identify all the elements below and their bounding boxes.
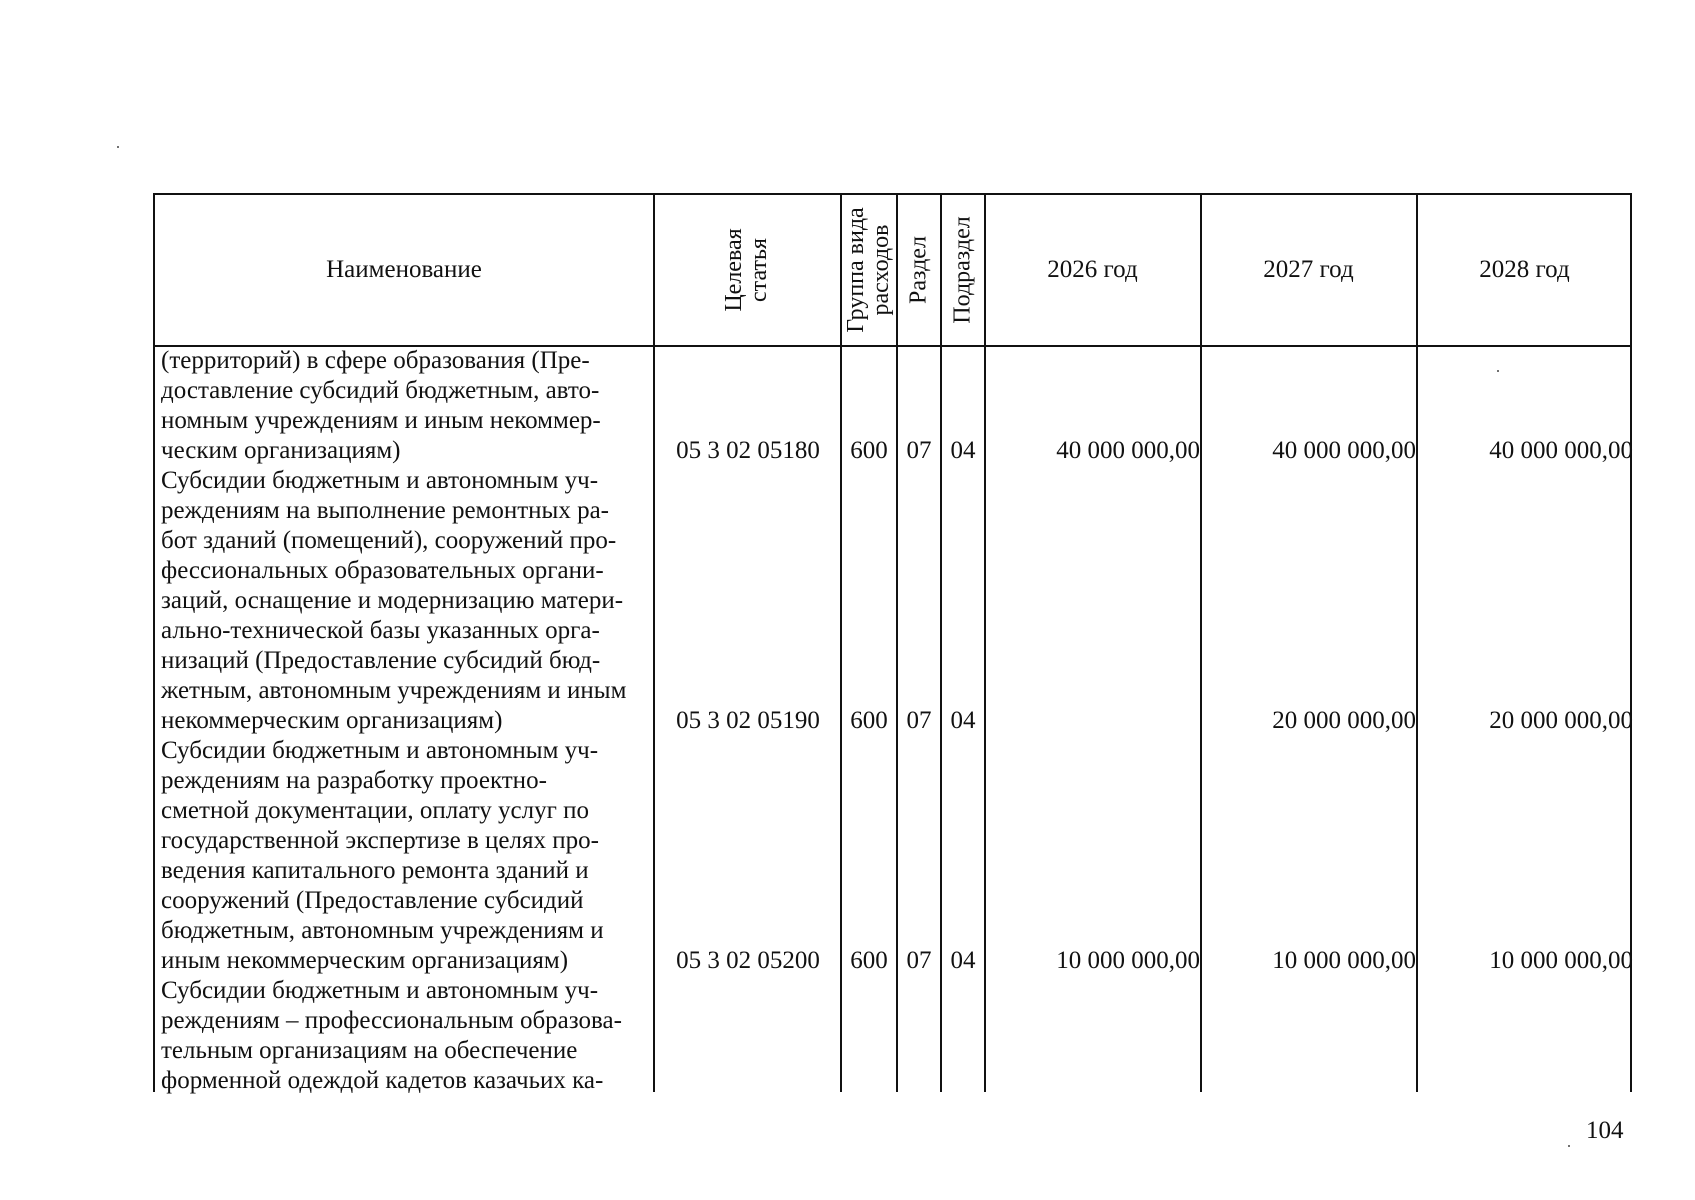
table-cell-code: 05 3 02 05180 bbox=[676, 437, 820, 464]
table-row-name: (территорий) в сфере образования (Пре- доставление субсидий бюджетным, авто- номным учреждениям и иным некоммер- ческим организациям) bbox=[161, 347, 601, 464]
table-cell-group: 600 bbox=[850, 707, 888, 734]
scan-speck bbox=[117, 146, 119, 148]
budget-table bbox=[153, 193, 1632, 1092]
header-section bbox=[897, 195, 940, 345]
table-cell-2028: 20 000 000,00 bbox=[1489, 707, 1633, 734]
scan-speck bbox=[1568, 1145, 1570, 1147]
header-year-2028: 2028 год bbox=[1479, 256, 1570, 283]
header-target-article-line2: статья bbox=[746, 238, 772, 302]
table-row-name: Субсидии бюджетным и автономным уч- реждениям на разработку проектно- сметной документации, оплату услуг по государственной экспертизе в целях про- ведения капитального ремонта зданий и сооружений (Предоставление субсидий бюджетным, автономным учреждениям и иным некоммерческим организациям) bbox=[161, 737, 604, 974]
header-section-label: Раздел bbox=[905, 236, 931, 304]
table-row-name: Субсидии бюджетным и автономным уч- реждениям на выполнение ремонтных ра- бот зданий (помещений), сооружений про- фессиональных образовательных органи- заций, оснащение и модернизацию матери- ально-технической базы указанных орга- низаций (Предоставление субсидий бюд- жетным, автономным учреждениям и иным некоммерческим организациям) bbox=[161, 467, 627, 734]
table-cell-group: 600 bbox=[850, 947, 888, 974]
table-cell-2027: 40 000 000,00 bbox=[1272, 437, 1416, 464]
table-cell-section: 07 bbox=[906, 947, 932, 974]
table-cell-2027: 10 000 000,00 bbox=[1272, 947, 1416, 974]
table-cell-section: 07 bbox=[906, 437, 932, 464]
table-cell-group: 600 bbox=[850, 437, 888, 464]
table-cell-subsection: 04 bbox=[950, 947, 976, 974]
header-target-article-line1: Целевая bbox=[721, 228, 747, 312]
header-expense-group bbox=[841, 195, 896, 345]
table-cell-section: 07 bbox=[906, 707, 932, 734]
table-row-name: Субсидии бюджетным и автономным уч- реждениям – профессиональным образова- тельным организациям на обеспечение форменной одеждой кадетов казачьих ка- bbox=[161, 977, 622, 1094]
table-cell-subsection: 04 bbox=[950, 437, 976, 464]
header-subsection bbox=[941, 195, 984, 345]
header-expense-group-line1: Группа вида bbox=[842, 207, 869, 333]
page-number: 104 bbox=[1586, 1117, 1624, 1144]
table-cell-2028: 40 000 000,00 bbox=[1489, 437, 1633, 464]
table-cell-2026: 40 000 000,00 bbox=[1056, 437, 1200, 464]
table-cell-2027: 20 000 000,00 bbox=[1272, 707, 1416, 734]
table-cell-code: 05 3 02 05190 bbox=[676, 707, 820, 734]
table-cell-2028: 10 000 000,00 bbox=[1489, 947, 1633, 974]
table-cell-2026: 10 000 000,00 bbox=[1056, 947, 1200, 974]
table-cell-code: 05 3 02 05200 bbox=[676, 947, 820, 974]
header-year-2027: 2027 год bbox=[1263, 256, 1354, 283]
header-target-article bbox=[654, 195, 840, 345]
header-expense-group-line2: расходов bbox=[867, 224, 894, 316]
header-name-label: Наименование bbox=[326, 256, 482, 283]
header-year-2026: 2026 год bbox=[1047, 256, 1138, 283]
header-name bbox=[155, 195, 653, 345]
header-subsection-label: Подраздел bbox=[949, 216, 975, 324]
table-cell-subsection: 04 bbox=[950, 707, 976, 734]
